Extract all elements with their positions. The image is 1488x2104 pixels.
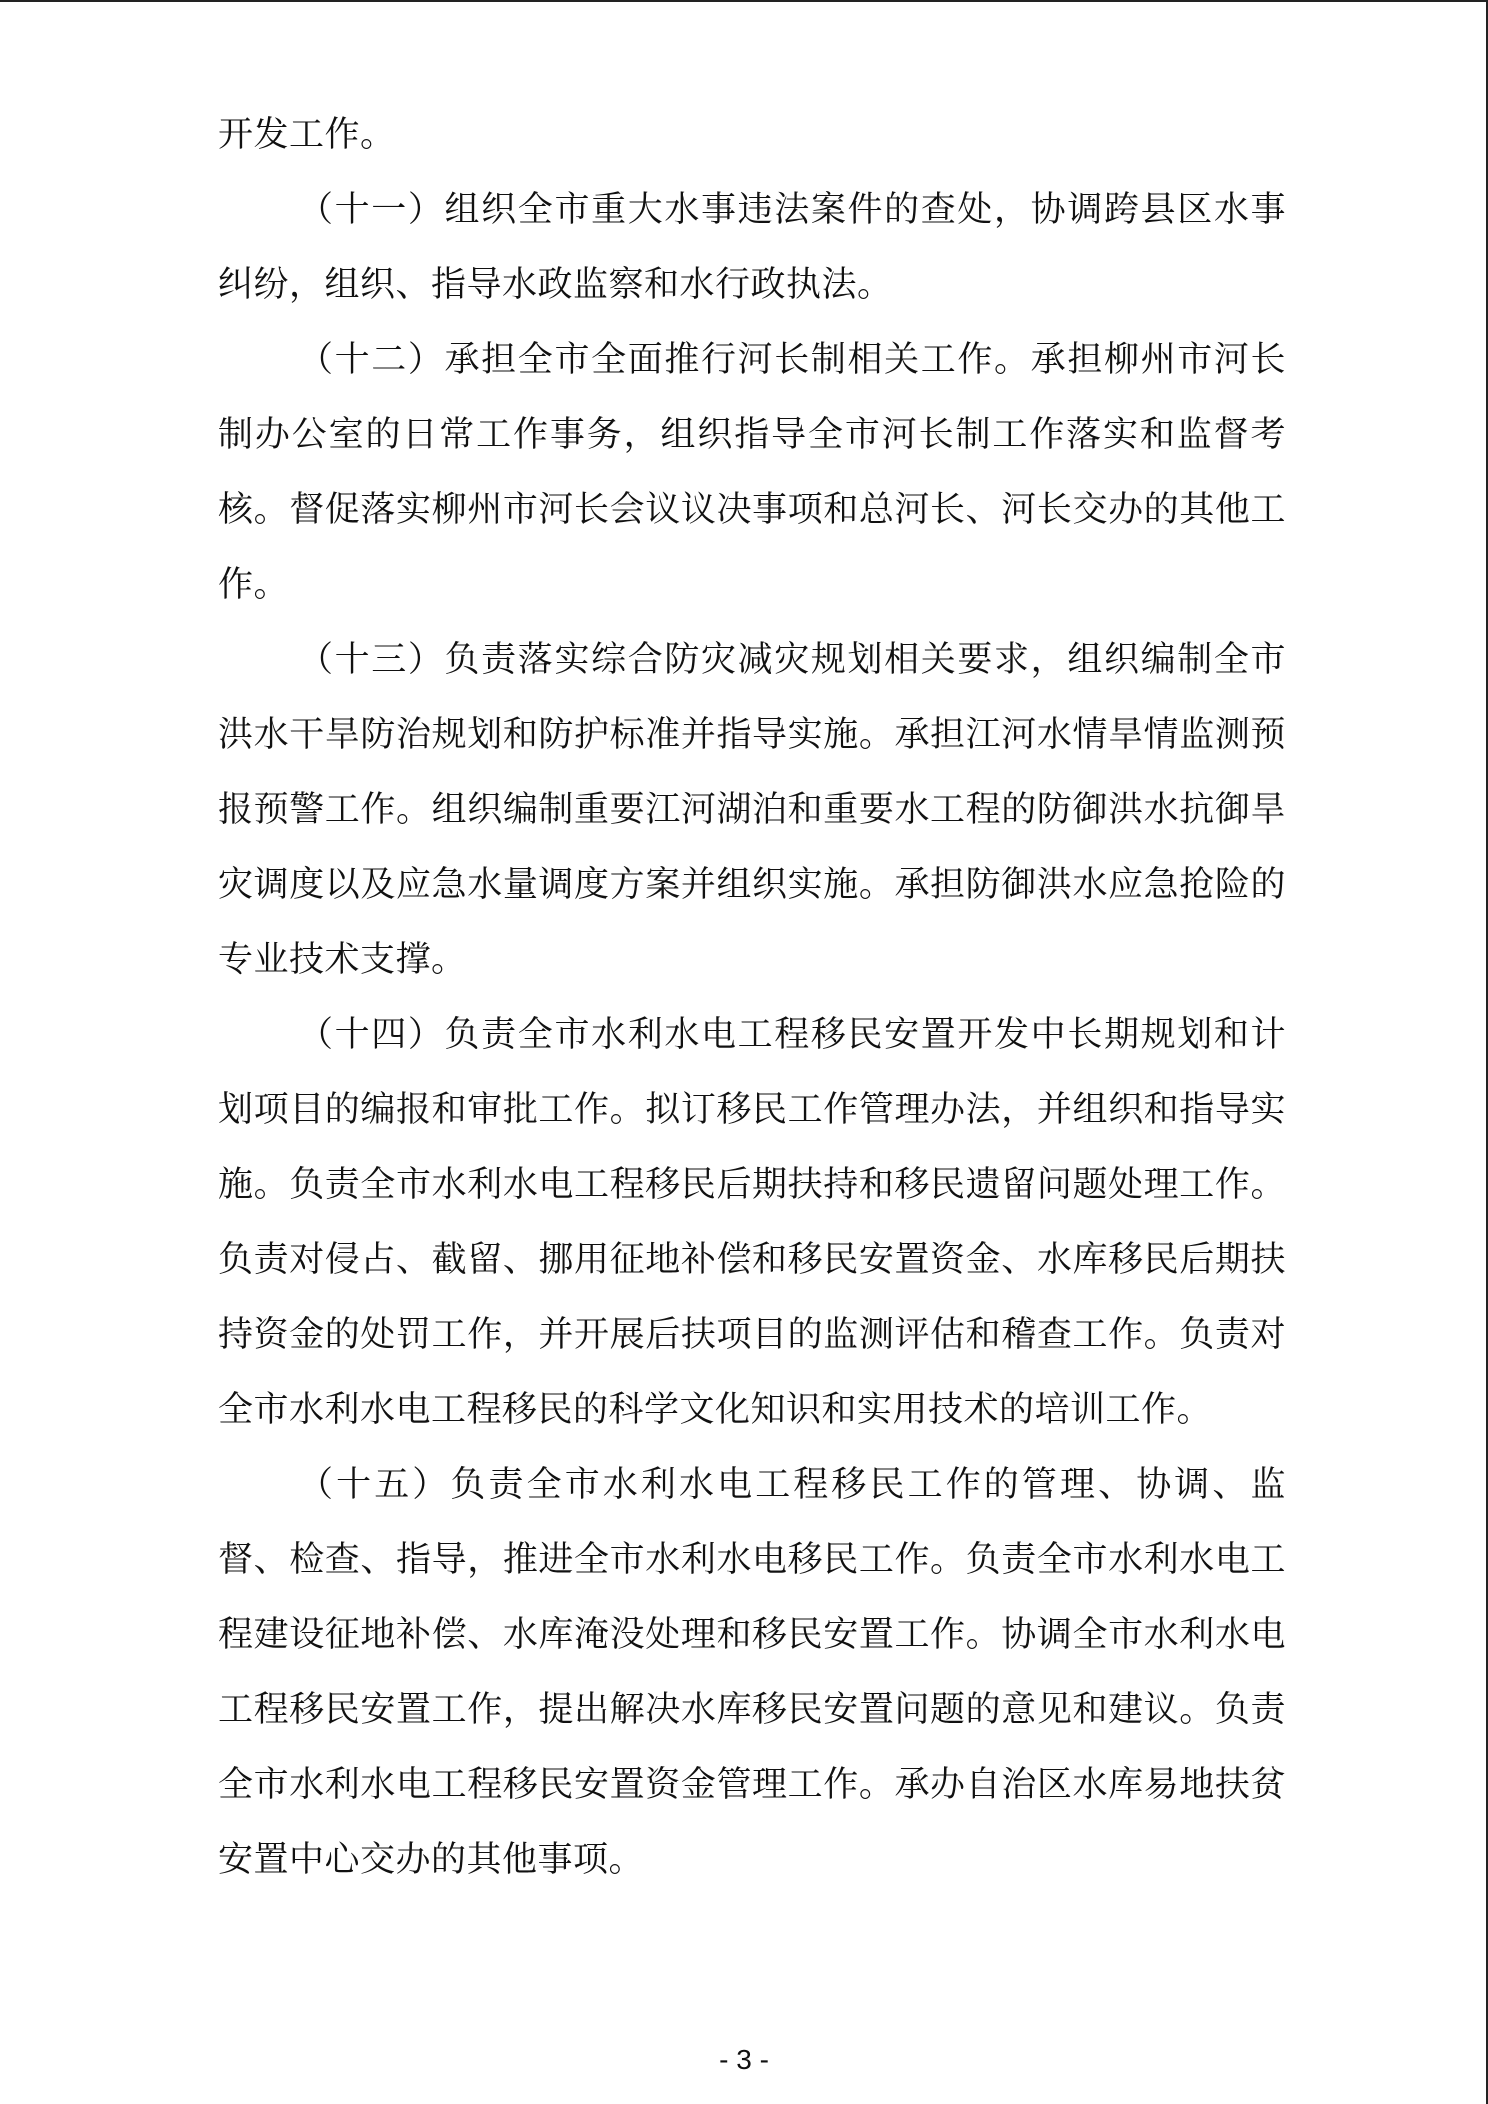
paragraph-item-11: （十一）组织全市重大水事违法案件的查处，协调跨县区水事纠纷，组织、指导水政监察和水行政执法。: [218, 190, 1286, 305]
paragraph-item-13: （十三）负责落实综合防灾减灾规划相关要求，组织编制全市洪水干旱防治规划和防护标准并指导实施。承担江河水情旱情监测预报预警工作。组织编制重要江河湖泊和重要水工程的防御洪水抗御旱灾调度以及应急水量调度方案并组织实施。承担防御洪水应急抢险的专业技术支撑。: [218, 640, 1286, 980]
page-number: - 3 -: [719, 2044, 769, 2075]
paragraph-item-15: （十五）负责全市水利水电工程移民工作的管理、协调、监督、检查、指导，推进全市水利水电移民工作。负责全市水利水电工程建设征地补偿、水库淹没处理和移民安置工作。协调全市水利水电工程移民安置工作，提出解决水库移民安置问题的意见和建议。负责全市水利水电工程移民安置资金管理工作。承办自治区水库易地扶贫安置中心交办的其他事项。: [218, 1465, 1286, 1880]
paragraph-item-12: （十二）承担全市全面推行河长制相关工作。承担柳州市河长制办公室的日常工作事务，组织指导全市河长制工作落实和监督考核。督促落实柳州市河长会议议决事项和总河长、河长交办的其他工作。: [218, 340, 1286, 605]
paragraph-continuation: 开发工作。: [218, 115, 396, 155]
document-body: [218, 98, 1286, 1898]
page-border-top: [0, 0, 1488, 2]
paragraph-item-14: （十四）负责全市水利水电工程移民安置开发中长期规划和计划项目的编报和审批工作。拟订移民工作管理办法，并组织和指导实施。负责全市水利水电工程移民后期扶持和移民遗留问题处理工作。负责对侵占、截留、挪用征地补偿和移民安置资金、水库移民后期扶持资金的处罚工作，并开展后扶项目的监测评估和稽查工作。负责对全市水利水电工程移民的科学文化知识和实用技术的培训工作。: [218, 1015, 1286, 1430]
